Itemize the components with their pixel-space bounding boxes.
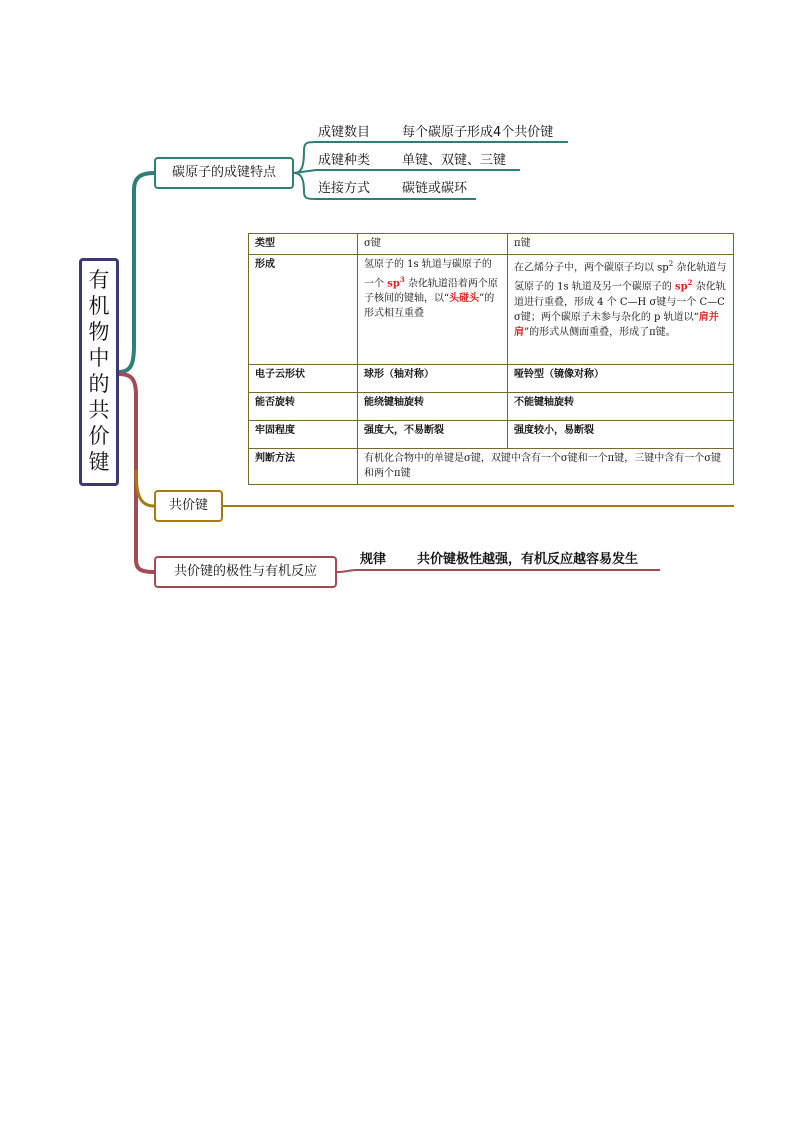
root-char: 物 [88, 320, 110, 344]
row-label: 判断方法 [249, 449, 358, 485]
branch-polarity: 共价键的极性与有机反应 [154, 556, 337, 588]
carbon-item-value: 碳链或碳环 [402, 181, 468, 196]
carbon-item-key: 成键种类 [318, 153, 371, 168]
branch-carbon-bonding: 碳原子的成键特点 [154, 157, 294, 189]
table-row [249, 365, 734, 393]
row-label: 牢固程度 [249, 421, 358, 449]
emphasis-text: 肩并肩 [514, 311, 719, 338]
root-node [79, 258, 119, 486]
row-label: 能否旋转 [249, 393, 358, 421]
row-label: 电子云形状 [249, 365, 358, 393]
formula-sp: sp [387, 278, 400, 290]
pi-formation-cell [508, 255, 734, 365]
carbon-item-key: 成键数目 [318, 125, 371, 140]
table-cell: 不能键轴旋转 [508, 393, 734, 421]
table-cell: 强度较小，易断裂 [508, 421, 734, 449]
formula-sup: 2 [668, 260, 674, 268]
table-cell: 强度大，不易断裂 [358, 421, 508, 449]
table-cell: 能绕键轴旋转 [358, 393, 508, 421]
carbon-item-value: 每个碳原子形成4个共价键 [402, 125, 554, 140]
text-part: 杂化轨道进行重叠，形成 4 个 C—H σ键与一个 C—C σ键；两个碳原子未参与杂化的 p 轨道以“ [514, 281, 726, 323]
table-header-cell: 类型 [249, 234, 358, 255]
formula-sup: 3 [399, 275, 405, 284]
table-header-cell: π键 [508, 234, 734, 255]
bond-comparison-table [248, 233, 734, 485]
text-part: ”的形式从侧面重叠，形成了π键。 [524, 326, 676, 338]
formula-sp: sp [675, 281, 688, 293]
table-cell: 哑铃型（镜像对称） [508, 365, 734, 393]
branch-covalent-bond: 共价键 [154, 490, 223, 522]
table-row [249, 255, 734, 365]
table-cell-merged: 有机化合物中的单键是σ键，双键中含有一个σ键和一个π键，三键中含有一个σ键和两个π键 [358, 449, 734, 485]
text-part: 氢原子的 1s 轨道与碳原子的一个 [364, 259, 492, 290]
root-char: 价 [88, 424, 110, 448]
text-part: 在乙烯分子中，两个碳原子均以 sp [514, 262, 669, 274]
table-row [249, 449, 734, 485]
root-char: 机 [88, 294, 110, 318]
table-row [249, 421, 734, 449]
root-char: 共 [88, 398, 110, 422]
table-cell: 球形（轴对称） [358, 365, 508, 393]
root-char: 的 [88, 372, 110, 396]
text-part: ”的形式相互重叠 [364, 293, 495, 320]
polarity-value: 共价键极性越强，有机反应越容易发生 [417, 552, 639, 567]
text-part: 杂化轨道与氢原子的 1s 轨道及另一个碳原子的 [514, 262, 727, 293]
carbon-item-value: 单键、双键、三键 [402, 153, 507, 168]
table-header-row [249, 234, 734, 255]
sigma-formation-cell [358, 255, 508, 365]
polarity-key: 规律 [360, 552, 387, 567]
root-char: 键 [88, 450, 110, 474]
carbon-item-key: 连接方式 [318, 181, 371, 196]
text-part: 杂化轨道沿着两个原子核间的键轴，以“ [364, 278, 498, 305]
table-header-cell: σ键 [358, 234, 508, 255]
table-row [249, 393, 734, 421]
root-char: 有 [88, 268, 110, 292]
row-label: 形成 [249, 255, 358, 365]
emphasis-text: 头碰头 [449, 293, 480, 305]
root-char: 中 [88, 346, 110, 370]
formula-sup: 2 [687, 278, 693, 288]
